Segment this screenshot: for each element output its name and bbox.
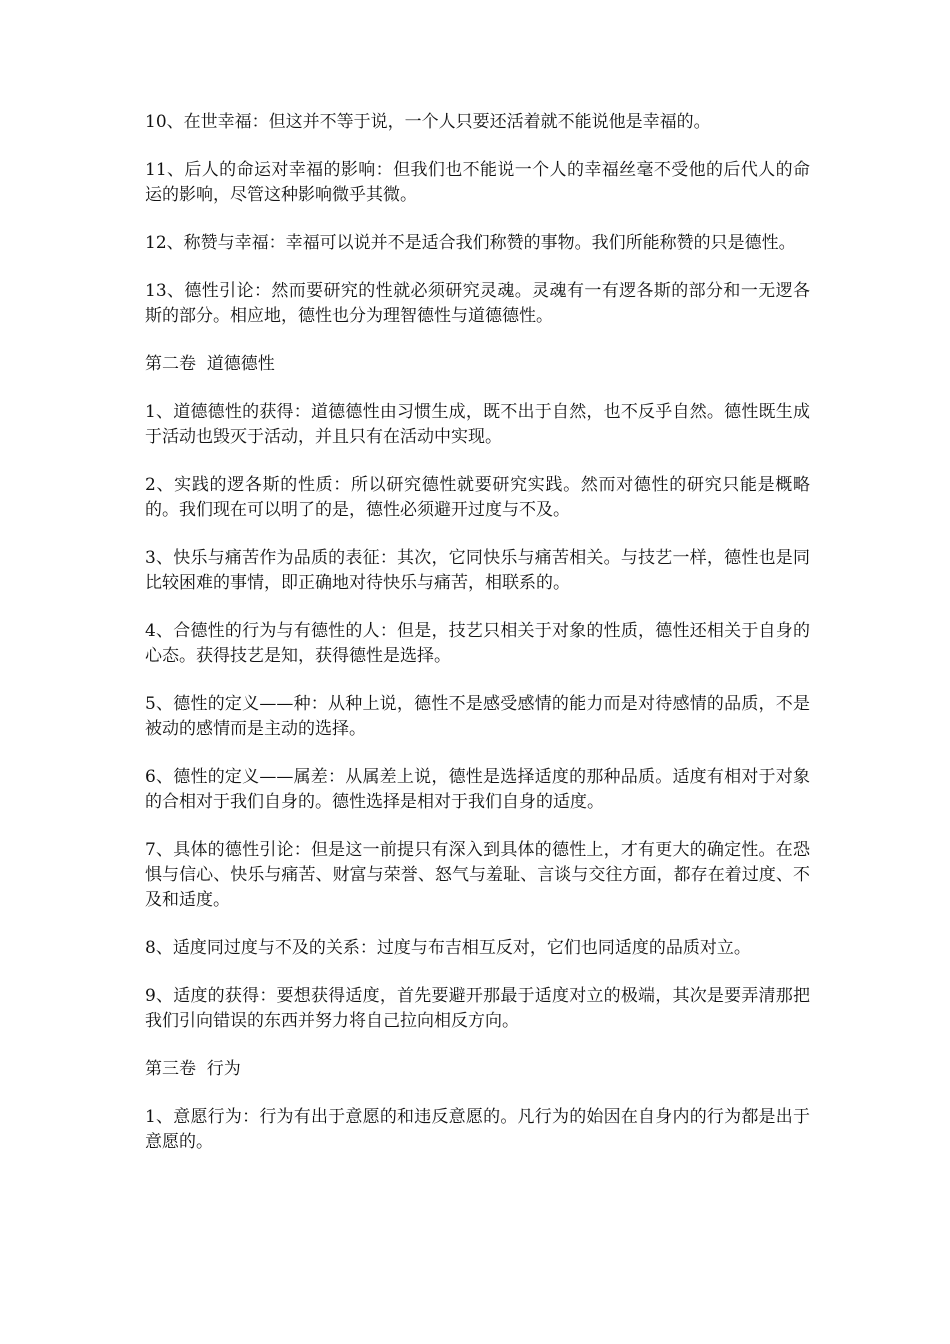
paragraph-b2-9: 9、适度的获得：要想获得适度，首先要避开那最于适度对立的极端，其次是要弄清那把我们引向错误的东西并努力将自己拉向相反方向。 bbox=[145, 986, 810, 1031]
paragraph-b2-2: 2、实践的逻各斯的性质：所以研究德性就要研究实践。然而对德性的研究只能是概略的。我们现在可以明了的是，德性必须避开过度与不及。 bbox=[145, 475, 810, 520]
paragraph-b2-4: 4、合德性的行为与有德性的人：但是，技艺只相关于对象的性质，德性还相关于自身的心态。获得技艺是知，获得德性是选择。 bbox=[145, 621, 810, 666]
document-page bbox=[145, 110, 810, 1178]
paragraph-12: 12、称赞与幸福：幸福可以说并不是适合我们称赞的事物。我们所能称赞的只是德性。 bbox=[145, 233, 796, 253]
paragraph-b2-1: 1、道德德性的获得：道德德性由习惯生成，既不出于自然，也不反乎自然。德性既生成于活动也毁灭于活动，并且只有在活动中实现。 bbox=[145, 402, 810, 447]
paragraph-b2-3: 3、快乐与痛苦作为品质的表征：其次，它同快乐与痛苦相关。与技艺一样，德性也是同比较困难的事情，即正确地对待快乐与痛苦，相联系的。 bbox=[145, 548, 810, 593]
paragraph-13: 13、德性引论：然而要研究的性就必须研究灵魂。灵魂有一有逻各斯的部分和一无逻各斯的部分。相应地，德性也分为理智德性与道德德性。 bbox=[145, 281, 810, 326]
paragraph-b2-6: 6、德性的定义——属差：从属差上说，德性是选择适度的那种品质。适度有相对于对象的合相对于我们自身的。德性选择是相对于我们自身的适度。 bbox=[145, 767, 810, 812]
paragraph-b2-7: 7、具体的德性引论：但是这一前提只有深入到具体的德性上，才有更大的确定性。在恐惧与信心、快乐与痛苦、财富与荣誉、怒气与羞耻、言谈与交往方面，都存在着过度、不及和适度。 bbox=[145, 840, 810, 910]
paragraph-b3-1: 1、意愿行为：行为有出于意愿的和违反意愿的。凡行为的始因在自身内的行为都是出于意愿的。 bbox=[145, 1107, 810, 1152]
section-heading-book-3: 第三卷 行为 bbox=[145, 1059, 241, 1079]
paragraph-b2-8: 8、适度同过度与不及的关系：过度与布吉相互反对，它们也同适度的品质对立。 bbox=[145, 938, 751, 958]
section-heading-book-2: 第二卷 道德德性 bbox=[145, 354, 275, 374]
paragraph-b2-5: 5、德性的定义——种：从种上说，德性不是感受感情的能力而是对待感情的品质，不是被动的感情而是主动的选择。 bbox=[145, 694, 810, 739]
paragraph-11: 11、后人的命运对幸福的影响：但我们也不能说一个人的幸福丝毫不受他的后代人的命运的影响，尽管这种影响微乎其微。 bbox=[145, 160, 810, 205]
paragraph-10: 10、在世幸福：但这并不等于说，一个人只要还活着就不能说他是幸福的。 bbox=[145, 112, 711, 132]
